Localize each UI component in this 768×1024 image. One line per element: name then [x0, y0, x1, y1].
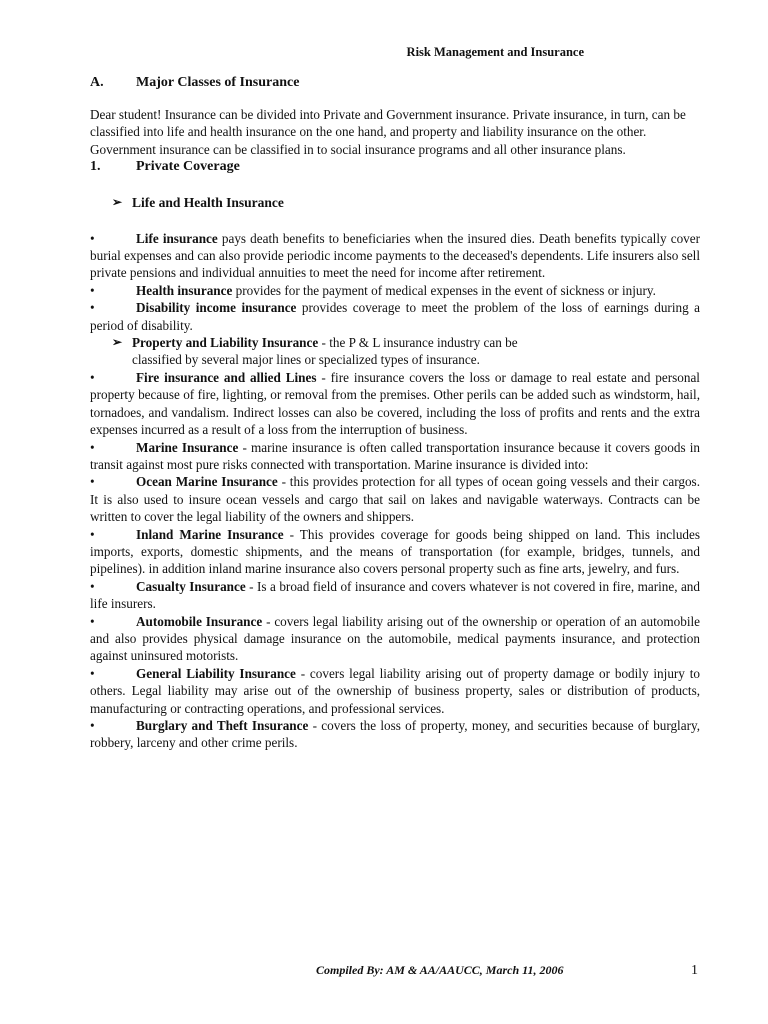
- item-text: pays death benefits to beneficiaries when the insured dies. Death benefits typically cover burial expenses and can also provide periodic income payments to the deceased's dependents. Life insurers also sell private pensions and individual annuities to meet the need for income after retirement.: [90, 230, 700, 281]
- item-term: Disability income insurance: [136, 300, 297, 316]
- property-liability-heading: [90, 334, 700, 369]
- bullet-icon: •: [90, 474, 95, 490]
- page-footer: Compiled By: AM & AA/AAUCC, March 11, 2006: [316, 963, 564, 977]
- item-text: - covers legal liability arising out of the ownership or operation of an automobile and also provides physical damage insurance on the automobile, medical payments insurance, and protection against uninsured motorists.: [90, 613, 700, 664]
- pl-text: - the P & L insurance industry can be classified by several major lines or specialized types of insurance.: [132, 335, 518, 368]
- life-health-list: [90, 230, 700, 334]
- section-1-title: Private Coverage: [136, 159, 240, 175]
- property-liability-list: [90, 369, 700, 752]
- bullet-icon: •: [90, 665, 95, 681]
- list-item: [90, 578, 700, 613]
- item-term: Life insurance: [136, 230, 218, 246]
- item-term: Automobile Insurance: [136, 613, 263, 629]
- life-health-heading: [90, 194, 700, 211]
- item-term: Burglary and Theft Insurance: [136, 718, 309, 733]
- item-term: Marine Insurance: [136, 439, 239, 455]
- bullet-icon: •: [90, 613, 95, 629]
- item-text: - Is a broad field of insurance and covers whatever is not covered in fire, marine, and life insurers.: [90, 578, 700, 612]
- page-content: [90, 74, 700, 752]
- bullet-icon: •: [90, 526, 95, 542]
- list-item: [90, 439, 700, 474]
- intro-paragraph: Dear student! Insurance can be divided into Private and Government insurance. Private insurance, in turn, can be classified into life and health insurance on the one hand, and property and liability insurance on the other. Government insurance can be classified in to social insurance programs and all other insurance plans.: [90, 107, 686, 157]
- list-item: [90, 473, 700, 525]
- list-item: [90, 230, 700, 282]
- section-1-heading: [90, 158, 700, 176]
- item-term: Inland Marine Insurance: [136, 526, 284, 542]
- running-header: Risk Management and Insurance: [406, 45, 584, 59]
- bullet-icon: •: [90, 369, 95, 385]
- item-text: provides coverage to meet the problem of the loss of earnings during a period of disability.: [90, 300, 700, 333]
- bullet-icon: •: [90, 300, 95, 316]
- list-item: [90, 299, 700, 334]
- section-1-label: 1.: [90, 159, 101, 175]
- item-term: Fire insurance and allied Lines: [136, 369, 317, 385]
- page-number: 1: [691, 963, 698, 978]
- bullet-icon: •: [90, 718, 95, 733]
- list-item: [90, 282, 700, 299]
- property-liability-intro: [132, 334, 562, 369]
- item-text: - covers legal liability arising out of property damage or bodily injury to others. Legal liability may arise out of the ownership of business property, sales or distribution of products, manufacturing or contracting operations, and professional services.: [90, 665, 700, 716]
- list-item: [90, 665, 700, 717]
- item-term: Ocean Marine Insurance: [136, 474, 278, 490]
- item-text: - fire insurance covers the loss or damage to real estate and personal property because of fire, lighting, or removal from the premises. Other perils can be added such as windstorm, hail, tornadoes, and vandalism. Indirect losses can also be covered, including the loss of profits and rents and the extra expenses incurred as a result of a loss from the interruption of business.: [90, 369, 700, 438]
- arrow-bullet-icon: ➢: [112, 195, 123, 210]
- bullet-icon: •: [90, 230, 95, 246]
- item-text: - marine insurance is often called transportation insurance because it covers goods in transit against most pure risks connected with transportation. Marine insurance is divided into:: [90, 439, 700, 472]
- life-health-title: Life and Health Insurance: [132, 195, 284, 211]
- pl-term: Property and Liability Insurance: [132, 335, 319, 351]
- item-term: Health insurance: [136, 282, 233, 298]
- item-text: provides for the payment of medical expenses in the event of sickness or injury.: [232, 282, 656, 298]
- arrow-bullet-icon: ➢: [112, 335, 123, 350]
- list-item: [90, 613, 700, 665]
- section-a-heading: [90, 74, 700, 94]
- bullet-icon: •: [90, 439, 95, 455]
- item-text: - this provides protection for all types of ocean going vessels and their cargos. It is also used to insure ocean vessels and cargo that sail on lakes and navigable waterways. Contracts can be written to cover the legal liability of the owners and shippers.: [90, 474, 700, 525]
- item-text: - covers the loss of property, money, and securities because of burglary, robbery, larceny and other crime perils.: [90, 718, 701, 751]
- item-term: Casualty Insurance: [136, 578, 246, 594]
- item-term: General Liability Insurance: [136, 665, 296, 681]
- bullet-icon: •: [90, 578, 95, 594]
- list-item: [90, 526, 700, 578]
- list-item: [90, 717, 700, 752]
- item-text: - This provides coverage for goods being shipped on land. This includes imports, exports, domestic shipments, and the means of transportation (for example, bridges, tunnels, and pipelines). in addition inland marine insurance also covers personal property such as fine arts, jewelry, and furs.: [90, 526, 700, 577]
- section-a-label: A.: [90, 75, 104, 90]
- list-item: [90, 369, 700, 439]
- bullet-icon: •: [90, 282, 95, 298]
- section-a-title: Major Classes of Insurance: [136, 75, 300, 90]
